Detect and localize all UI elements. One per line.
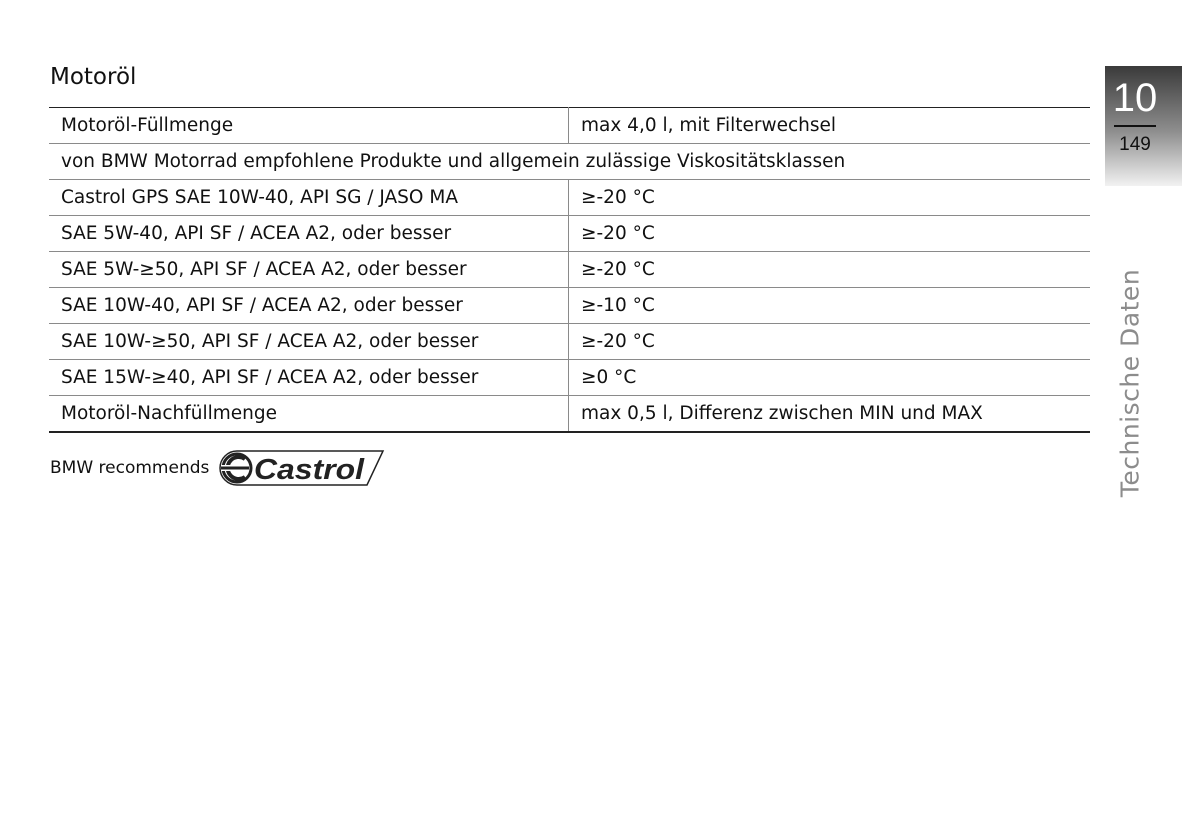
table-cell-value: max 0,5 l, Differenz zwischen MIN und MAX — [569, 396, 1091, 433]
table-cell-label: SAE 15W-≥40, API SF / ACEA A2, oder besser — [49, 360, 569, 396]
section-title: Motoröl — [50, 64, 137, 90]
table-cell-label: SAE 5W-40, API SF / ACEA A2, oder besser — [49, 216, 569, 252]
chapter-tab — [1105, 66, 1182, 186]
table-cell-label: Motoröl-Füllmenge — [49, 108, 569, 144]
table-cell-value: max 4,0 l, mit Filterwechsel — [569, 108, 1091, 144]
page-number: 149 — [1119, 134, 1151, 155]
table-cell-value: ≥-20 °C — [569, 252, 1091, 288]
table-row — [49, 396, 1090, 433]
table-row — [49, 144, 1090, 180]
logo-text: Castrol — [254, 454, 366, 486]
table-cell-value: ≥-10 °C — [569, 288, 1091, 324]
table-cell-value: ≥-20 °C — [569, 216, 1091, 252]
table-row — [49, 108, 1090, 144]
engine-oil-table — [49, 107, 1090, 433]
table-cell-value: ≥-20 °C — [569, 180, 1091, 216]
table-cell-label: Motoröl-Nachfüllmenge — [49, 396, 569, 433]
table-row — [49, 252, 1090, 288]
chapter-side-title: Technische Daten — [1115, 268, 1145, 498]
table-row — [49, 216, 1090, 252]
table-cell-label: Castrol GPS SAE 10W-40, API SG / JASO MA — [49, 180, 569, 216]
table-cell-heading: von BMW Motorrad empfohlene Produkte und allgemein zulässige Viskositätsklassen — [49, 144, 1090, 180]
table-cell-label: SAE 10W-40, API SF / ACEA A2, oder besser — [49, 288, 569, 324]
table-cell-label: SAE 5W-≥50, API SF / ACEA A2, oder besser — [49, 252, 569, 288]
table-row — [49, 180, 1090, 216]
table-cell-value: ≥0 °C — [569, 360, 1091, 396]
recommendation-text: BMW recommends — [50, 458, 210, 478]
table-cell-label: SAE 10W-≥50, API SF / ACEA A2, oder besser — [49, 324, 569, 360]
chapter-number: 10 — [1112, 76, 1158, 120]
castrol-recommendation — [50, 447, 385, 489]
table-cell-value: ≥-20 °C — [569, 324, 1091, 360]
chapter-divider — [1114, 125, 1156, 127]
table-row — [49, 324, 1090, 360]
table-row — [49, 360, 1090, 396]
castrol-logo-icon — [215, 448, 385, 488]
table-row — [49, 288, 1090, 324]
